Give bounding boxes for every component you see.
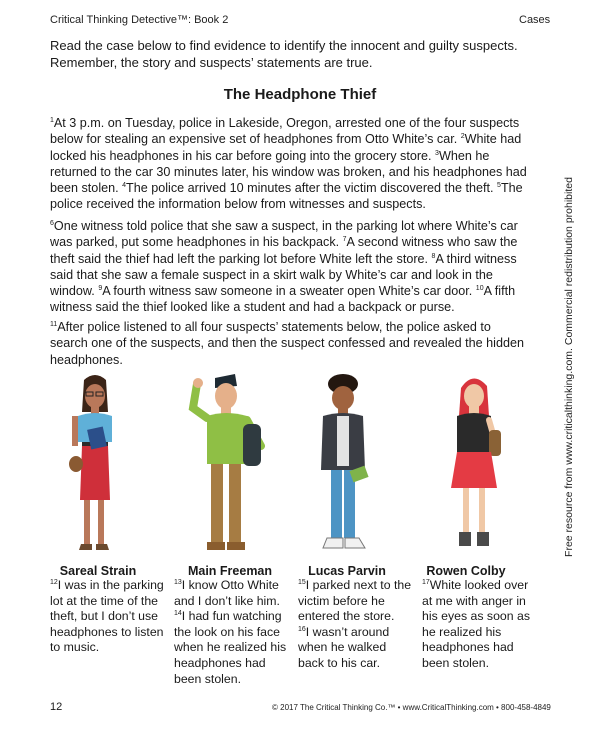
sentence-number: 4 xyxy=(122,182,127,189)
side-notice xyxy=(562,176,576,557)
case-paragraph-2 xyxy=(50,218,530,316)
page-number: 12 xyxy=(50,701,63,713)
suspect-illustration-sareal xyxy=(62,372,132,557)
sentence-number: 3 xyxy=(435,149,439,157)
sentence-text: White had locked his headphones in his car before going into the grocery store. xyxy=(50,132,522,163)
sentence-text: A fifth witness said the thief looked like a student and had a backpack or purse. xyxy=(50,284,516,315)
sentence-number: 16 xyxy=(298,625,306,633)
suspect-name-rowen: Rowen Colby xyxy=(426,564,506,578)
case-title: The Headphone Thief xyxy=(223,86,377,103)
suspect-illustration-rowen xyxy=(441,372,511,557)
header-section: Cases xyxy=(519,14,551,26)
suspect-name-lucas: Lucas Parvin xyxy=(308,564,386,578)
suspect-statement-rowen xyxy=(422,578,538,672)
intro-text: Read the case below to find evidence to identify the innocent and guilty suspects. Remember, the story and suspects’ statements are true. xyxy=(50,38,518,70)
sentence-number: 10 xyxy=(475,285,484,292)
sentence-text: When he returned to the car 30 minutes later, his window was broken, and his headphones had been stolen. xyxy=(50,148,527,196)
sentence-number: 6 xyxy=(50,219,54,227)
sentence-number: 17 xyxy=(422,578,430,586)
sentence-text: One witness told police that she saw a suspect, in the parking lot where White’s car was parked, put some headphones in his backpack. xyxy=(50,219,518,250)
sentence-text: A second witness who saw the theft said the thief had left the parking lot before White left the store. xyxy=(50,235,518,266)
sentence-number: 1 xyxy=(50,116,54,124)
suspect-name-main: Main Freeman xyxy=(187,564,273,578)
sentence-number: 15 xyxy=(298,578,306,586)
case-paragraph-1 xyxy=(50,115,530,213)
sentence-text: The police arrived 10 minutes after the victim discovered the theft. xyxy=(126,181,498,196)
sentence-number: 14 xyxy=(174,610,182,618)
sentence-text: I wasn’t around when he walked back to his car. xyxy=(298,624,390,670)
case-paragraph-3 xyxy=(50,319,530,368)
sentence-text: I had fun watching the look on his face when he realized his headphones had been stolen. xyxy=(174,609,287,686)
suspect-illustration-main xyxy=(185,372,275,557)
sentence-number: 11 xyxy=(50,320,58,328)
suspect-statement-main xyxy=(174,578,290,687)
sentence-number: 13 xyxy=(174,578,182,586)
sentence-text: White looked over at me with anger in his eyes as soon as he realized his headphones had been stolen. xyxy=(422,578,531,670)
sentence-text: A third witness said that she saw a female suspect in a skirt walk by White’s car and look in the window. xyxy=(50,251,517,299)
header-book-title: Critical Thinking Detective™: Book 2 xyxy=(50,14,229,26)
sentence-text: At 3 p.m. on Tuesday, police in Lakeside, Oregon, arrested one of the four suspects below for stealing an expensive set of headphones from Otto White’s car. xyxy=(50,116,520,147)
sentence-text: I was in the parking lot at the time of the theft, but I don’t use headphones to listen to music. xyxy=(50,578,164,655)
side-notice-text: Free resource from www.criticalthinking.com. Commercial redistribution prohibited xyxy=(563,176,575,557)
sentence-number: 2 xyxy=(460,133,465,141)
sentence-number: 7 xyxy=(342,236,347,244)
sentence-number: 5 xyxy=(497,182,501,189)
sentence-text: The police received the information below from witnesses and suspects. xyxy=(50,181,523,212)
suspect-statement-lucas xyxy=(298,578,414,672)
sentence-text: I know Otto White and I don’t like him. xyxy=(174,578,280,608)
sentence-text: I parked next to the victim before he entered the store. xyxy=(298,578,412,624)
suspect-name-sareal: Sareal Strain xyxy=(59,564,137,578)
sentence-number: 12 xyxy=(50,578,58,586)
sentence-text: A fourth witness saw someone in a sweater open White’s car door. xyxy=(102,284,476,299)
suspect-statement-sareal xyxy=(50,578,166,656)
sentence-number: 8 xyxy=(431,252,436,260)
footer-copyright: © 2017 The Critical Thinking Co.™ • www.CriticalThinking.com • 800-458-4849 xyxy=(272,703,551,712)
sentence-number: 9 xyxy=(98,285,103,292)
suspect-illustration-lucas xyxy=(311,372,381,557)
sentence-text: After police listened to all four suspects’ statements below, the police asked to search one of the suspects, and then the suspect confessed and revealed the hidden headphones. xyxy=(50,320,524,367)
